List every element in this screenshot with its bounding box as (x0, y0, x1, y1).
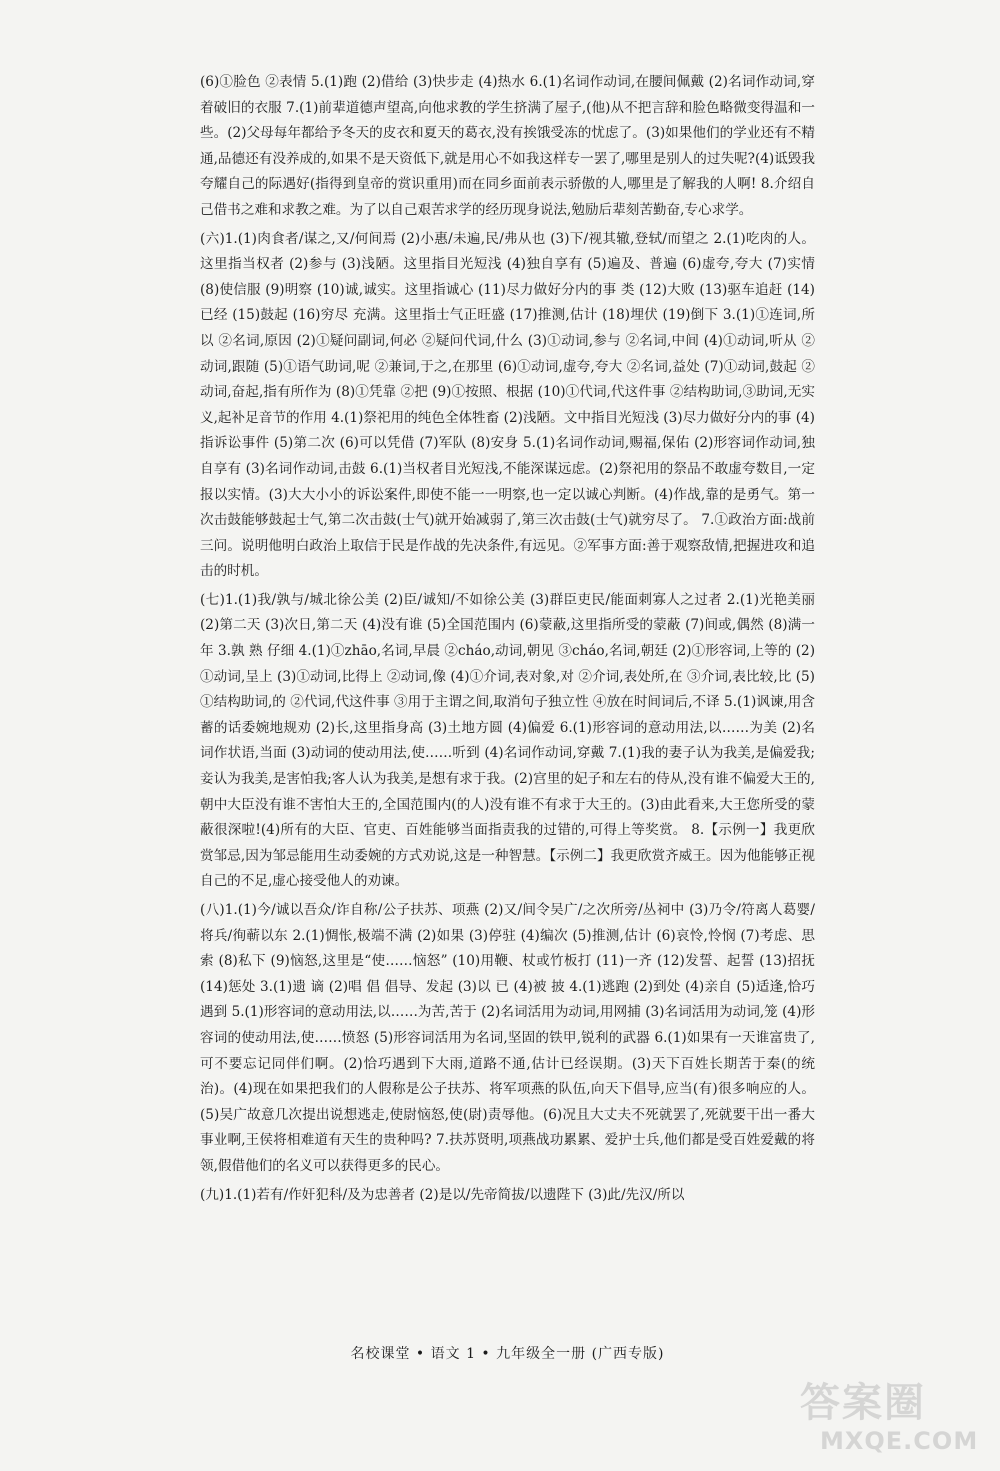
page-footer: 名校课堂 • 语文 1 • 九年级全一册 (广西专版) (350, 1346, 665, 1362)
watermark-url: MXQE.COM (820, 1427, 979, 1455)
watermark-logo (792, 1371, 982, 1459)
answer-paragraph-5: (6)①脸色 ②表情 5.(1)跑 (2)借给 (3)快步走 (4)热水 6.(1)名词作动词,在腰间佩戴 (2)名词作动词,穿着破旧的衣服 7.(1)前辈道德声望高,向他求教的学生挤满了屋子,(他)从不把言辞和脸色略微变得温和一些。(2)父母每年都给予冬天的皮衣和夏天的葛衣,没有挨饿受冻的忧虑了。(3)如果他们的学业还有不精通,品德还有没养成的,如果不是天资低下,就是用心不如我这样专一罢了,哪里是别人的过失呢?(4)诋毁我夸耀自己的际遇好(指得到皇帝的赏识重用)而在同乡面前表示骄傲的人,哪里是了解我的人啊! 8.介绍自己借书之难和求教之难。为了以自己艰苦求学的经历现身说法,勉励后辈刻苦勤奋,专心求学。 (200, 74, 815, 218)
answer-section-9: (九)1.(1)若有/作奸犯科/及为忠善者 (2)是以/先帝简拔/以遗陛下 (3)此/先汉/所以 (200, 1186, 685, 1203)
answer-section-7: (七)1.(1)我/孰与/城北徐公美 (2)臣/诚知/不如徐公美 (3)群臣吏民/能面刺寡人之过者 2.(1)光艳美丽 (2)第二天 (3)次日,第二天 (4)没有谁 (5)全国范围内 (6)蒙蔽,这里指所受的蒙蔽 (7)间或,偶然 (8)满一年 3.孰 熟 仔细 4.(1)①zhāo,名词,早晨 ②cháo,动词,朝见 ③cháo,名词,朝廷 (2)①形容词,上等的 (2)①动词,呈上 (3)①动词,比得上 ②动词,像 (4)①介词,表对象,对 ②介词,表处所,在 ③介词,表比较,比 (5)①结构助词,的 ②代词,代这件事 ③用于主谓之间,取消句子独立性 ④放在时间词后,不译 5.(1)讽谏,用含蓄的话委婉地规劝 (2)长,这里指身高 (3)土地方圆 (4)偏爱 6.(1)形容词的意动用法,以……为美 (2)名词作状语,当面 (3)动词的使动用法,使……听到 (4)名词作动词,穿戴 7.(1)我的妻子认为我美,是偏爱我;妾认为我美,是害怕我;客人认为我美,是想有求于我。(2)宫里的妃子和左右的侍从,没有谁不偏爱大王的,朝中大臣没有谁不害怕大王的,全国范围内(的人)没有谁不有求于大王的。(3)由此看来,大王您所受的蒙蔽很深啦!(4)所有的大臣、官吏、百姓能够当面指责我的过错的,可得上等奖赏。 8.【示例一】我更欣赏邹忌,因为邹忌能用生动委婉的方式劝说,这是一种智慧。【示例二】我更欣赏齐威王。因为他能够正视自己的不足,虚心接受他人的劝谏。 (200, 591, 815, 890)
answer-page (200, 70, 815, 1370)
watermark-title: 答案圈 (800, 1380, 926, 1426)
answer-section-8: (八)1.(1)今/诚以吾众/诈自称/公子扶苏、项燕 (2)又/间令吴广/之次所旁/丛祠中 (3)乃令/符离人葛婴/将兵/徇蕲以东 2.(1)惆怅,极端不满 (2)如果 (3)停驻 (4)编次 (5)推测,估计 (6)哀怜,怜悯 (7)考虑、思索 (8)私下 (9)恼怒,这里是“使……恼怒” (10)用鞭、杖或竹板打 (11)一齐 (12)发誓、起誓 (13)招抚 (14)惩处 3.(1)遗 谪 (2)唱 倡 倡导、发起 (3)以 已 (4)被 披 4.(1)逃跑 (2)到处 (4)亲自 (5)适逢,恰巧遇到 5.(1)形容词的意动用法,以……为苦,苦于 (2)名词活用为动词,用网捕 (3)名词活用为动词,笼 (4)形容词的使动用法,使……愤怒 (5)形容词活用为名词,坚固的铁甲,锐利的武器 6.(1)如果有一天谁富贵了,可不要忘记同伴们啊。(2)恰巧遇到下大雨,道路不通,估计已经误期。(3)天下百姓长期苦于秦(的统治)。(4)现在如果把我们的人假称是公子扶苏、将军项燕的队伍,向天下倡导,应当(有)很多响应的人。(5)吴广故意几次提出说想逃走,使尉恼怒,使(尉)责辱他。(6)况且大丈夫不死就罢了,死就要干出一番大事业啊,王侯将相难道有天生的贵种吗? 7.扶苏贤明,项燕战功累累、爱护士兵,他们都是受百姓爱戴的将领,假借他们的名义可以获得更多的民心。 (200, 902, 815, 1174)
answer-section-6: (六)1.(1)肉食者/谋之,又/何间焉 (2)小惠/未遍,民/弗从也 (3)下/视其辙,登轼/而望之 2.(1)吃肉的人。这里指当权者 (2)参与 (3)浅陋。这里指目光短浅 (4)独自享有 (5)遍及、普遍 (6)虚夸,夸大 (7)实情 (8)使信服 (9)明察 (10)诚,诚实。这里指诚心 (11)尽力做好分内的事 类 (12)大败 (13)驱车追赶 (14)已经 (15)鼓起 (16)穷尽 充满。这里指士气正旺盛 (17)推测,估计 (18)埋伏 (19)倒下 3.(1)①连词,所以 ②名词,原因 (2)①疑问副词,何必 ②疑问代词,什么 (3)①动词,参与 ②名词,中间 (4)①动词,听从 ②动词,跟随 (5)①语气助词,呢 ②兼词,于之,在那里 (6)①动词,虚夸,夸大 ②名词,益处 (7)①动词,鼓起 ②动词,奋起,指有所作为 (8)①凭靠 ②把 (9)①按照、根据 (10)①代词,代这件事 ②结构助词,③助词,无实义,起补足音节的作用 4.(1)祭祀用的纯色全体牲畜 (2)浅陋。文中指目光短浅 (3)尽力做好分内的事 (4)指诉讼事件 (5)第二次 (6)可以凭借 (7)军队 (8)安身 5.(1)名词作动词,赐福,保佑 (2)形容词作动词,独自享有 (3)名词作动词,击鼓 6.(1)当权者目光短浅,不能深谋远虑。(2)祭祀用的祭品不敢虚夸数目,一定报以实情。(3)大大小小的诉讼案件,即使不能一一明察,也一定以诚心判断。(4)作战,靠的是勇气。第一次击鼓能够鼓起士气,第二次击鼓(士气)就开始减弱了,第三次击鼓(士气)就穷尽了。 7.①政治方面:战前三问。说明他明白政治上取信于民是作战的先决条件,有远见。②军事方面:善于观察敌情,把握进攻和追击的时机。 (200, 230, 815, 580)
